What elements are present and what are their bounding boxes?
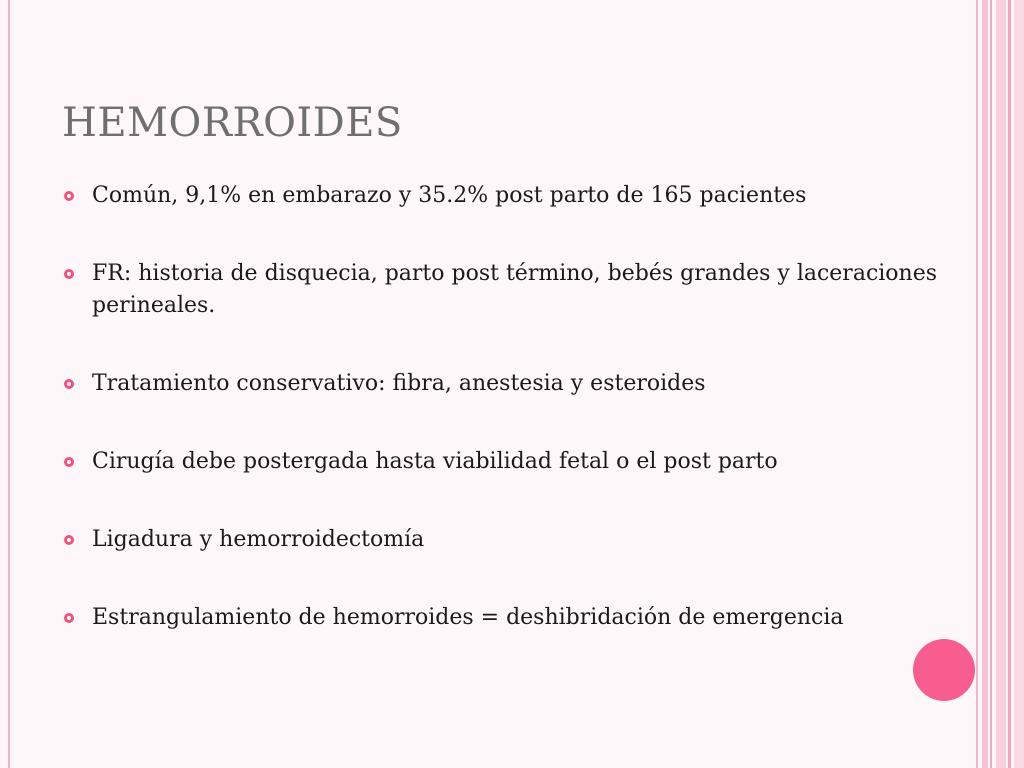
circle-bullet-icon [64,191,74,201]
slide-title: HEMORROIDES [62,100,403,146]
right-stripe [990,0,992,768]
right-stripe [982,0,988,768]
left-border-line [8,0,10,768]
bullet-item [62,258,942,322]
bullet-text: Común, 9,1% en embarazo y 35.2% post parto de 165 pacientes [92,183,807,208]
circle-bullet-icon [64,535,74,545]
right-stripe [996,0,1006,768]
bullet-item [62,446,942,478]
circle-bullet-icon [64,379,74,389]
bullet-item [62,180,942,212]
bullet-list [62,180,942,680]
circle-bullet-icon [64,613,74,623]
decorative-circle [913,639,975,701]
bullet-item [62,602,942,634]
right-stripe [1014,0,1024,768]
bullet-item [62,524,942,556]
bullet-text: FR: historia de disquecia, parto post término, bebés grandes y laceraciones perineales. [92,261,938,318]
circle-bullet-icon [64,269,74,279]
circle-bullet-icon [64,457,74,467]
bullet-text: Cirugía debe postergada hasta viabilidad fetal o el post parto [92,449,778,474]
bullet-item [62,368,942,400]
bullet-text: Tratamiento conservativo: fibra, anestesia y esteroides [92,371,706,396]
right-stripe [976,0,978,768]
bullet-text: Estrangulamiento de hemorroides = deshibridación de emergencia [92,605,844,630]
bullet-text: Ligadura y hemorroidectomía [92,527,425,552]
right-stripe [1008,0,1011,768]
